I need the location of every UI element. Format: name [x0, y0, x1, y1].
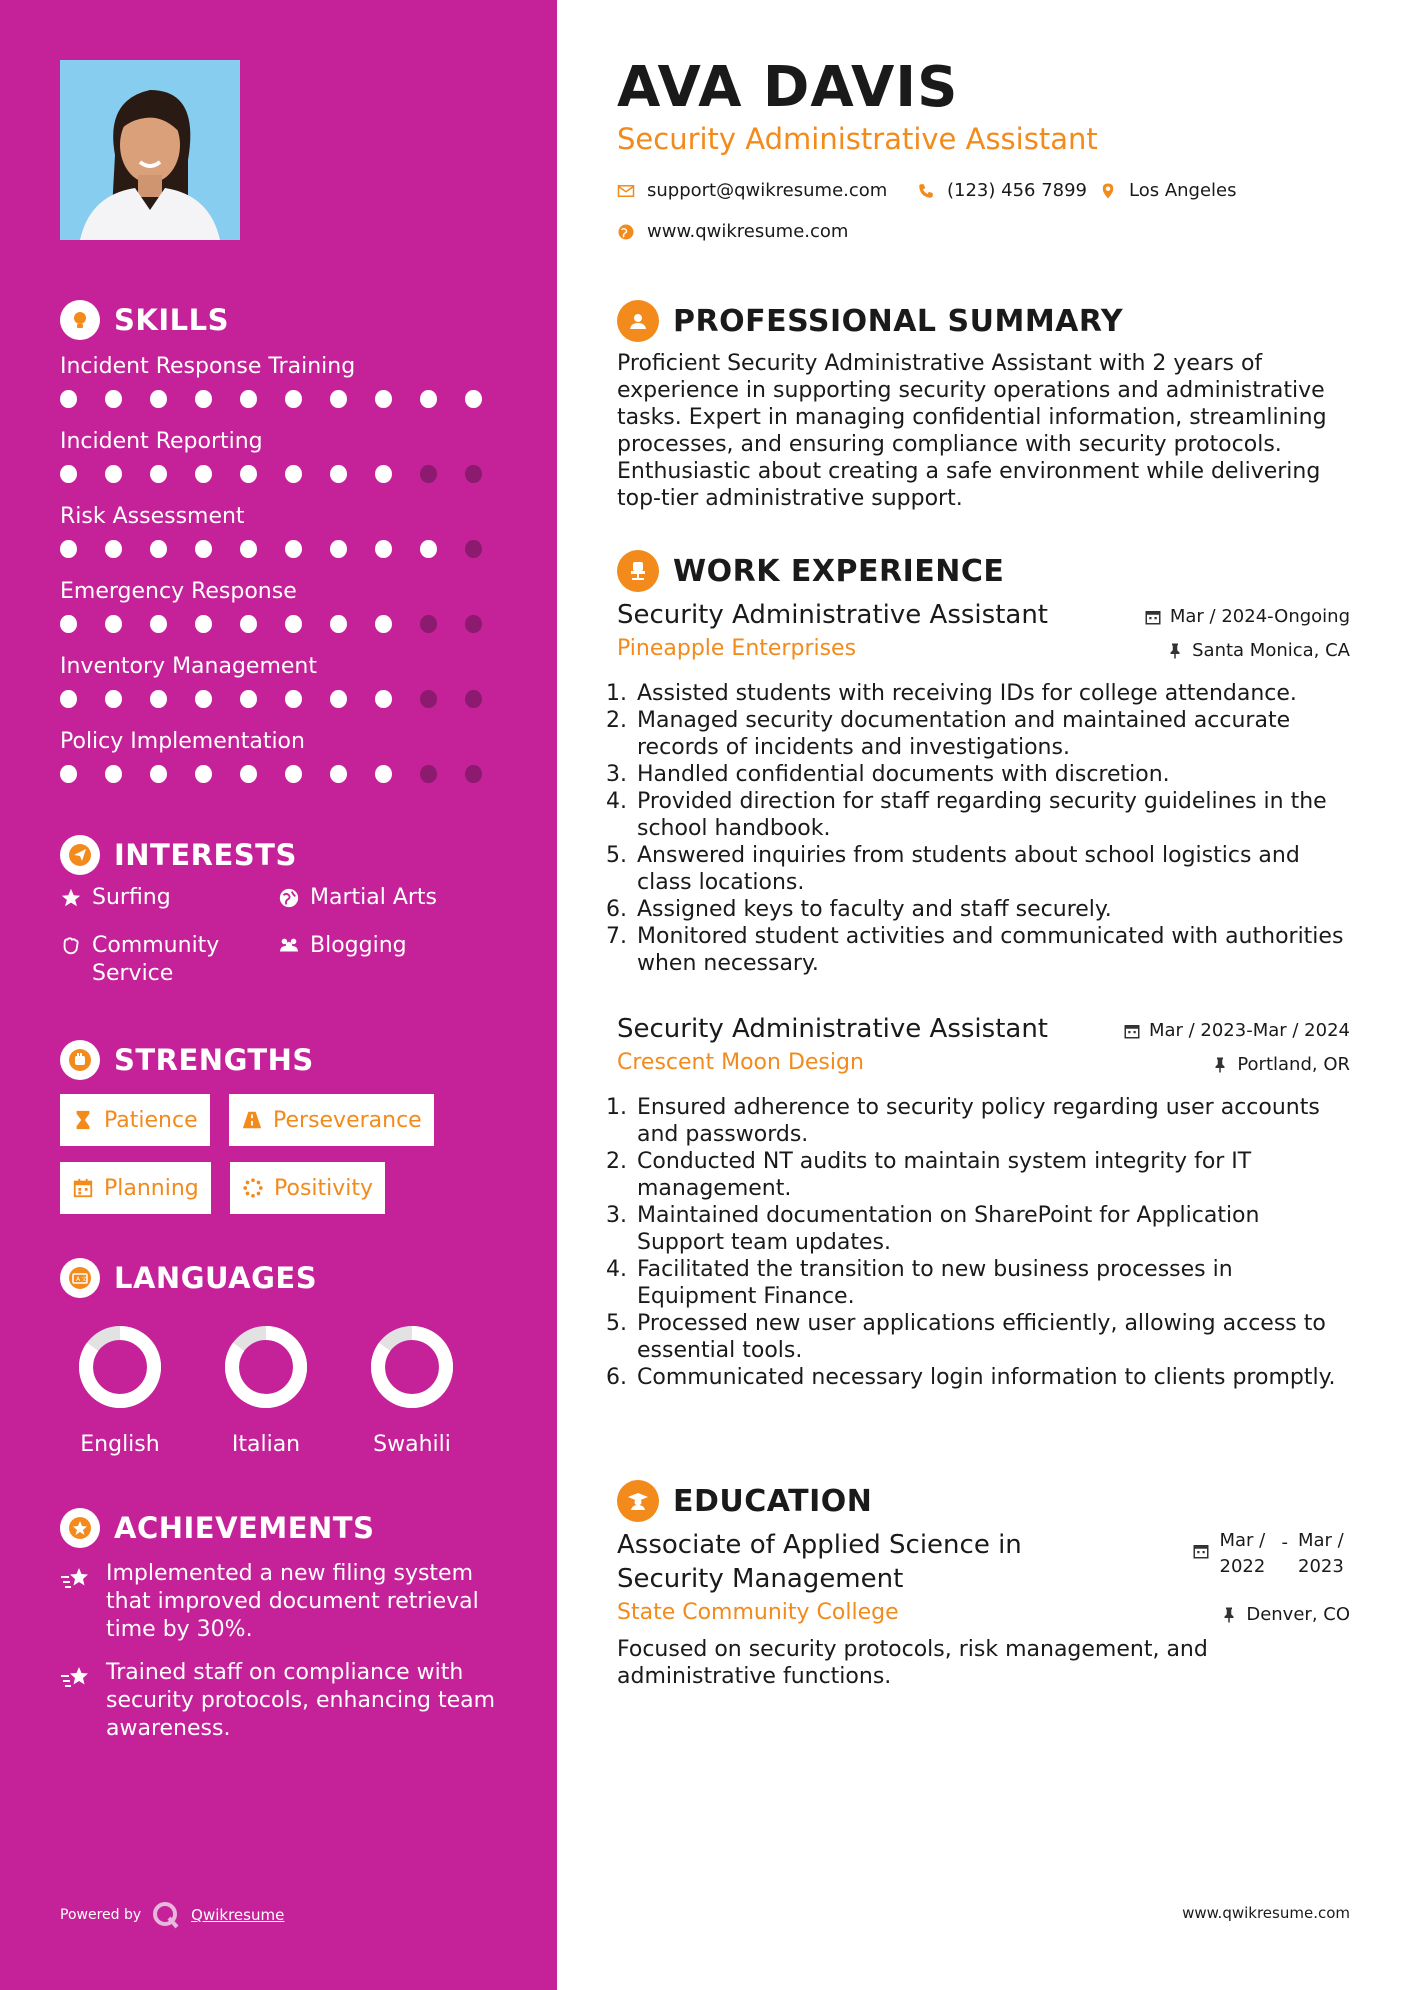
contact-email[interactable] — [617, 180, 887, 201]
job-dates — [1144, 606, 1350, 627]
powered-by-label: Powered by — [60, 1907, 142, 1923]
map-marker-icon — [1099, 182, 1117, 200]
strength-badge — [229, 1094, 434, 1146]
lightbulb-icon — [60, 300, 100, 340]
education-end: Mar / 2023 — [1298, 1530, 1344, 1577]
skill-name: Incident Reporting — [60, 429, 263, 454]
envelope-icon — [617, 182, 635, 200]
language-item — [206, 1324, 326, 1457]
job-location — [1211, 1054, 1350, 1075]
powered-by — [60, 1900, 284, 1930]
achievement-item — [60, 1560, 510, 1644]
calendar-icon — [72, 1177, 94, 1199]
strength-badge — [60, 1162, 211, 1214]
skill-item — [60, 350, 510, 425]
skill-dot — [240, 465, 257, 483]
interest-item — [278, 932, 407, 960]
calendar-icon — [1192, 1542, 1210, 1560]
duty-item: 3. Handled confidential documents with discretion. — [634, 761, 1350, 788]
job-location — [1166, 640, 1350, 661]
skill-dot — [240, 540, 257, 558]
job-company: Crescent Moon Design — [617, 1050, 864, 1075]
duty-item: 3. Maintained documentation on SharePoint for Application Support team updates. — [634, 1202, 1350, 1256]
hourglass-icon — [72, 1109, 94, 1131]
skill-dot — [465, 465, 482, 483]
skill-dot — [285, 615, 302, 633]
skills-list — [60, 350, 510, 800]
strength-label: Positivity — [274, 1175, 374, 1201]
skill-dot — [105, 690, 122, 708]
footer-url[interactable]: www.qwikresume.com — [1182, 1904, 1350, 1922]
skill-dot — [285, 690, 302, 708]
skill-dot — [150, 540, 167, 558]
education-description: Focused on security protocols, risk management, and administrative functions. — [617, 1637, 1208, 1689]
strengths-heading — [60, 1040, 314, 1080]
job-dates-text: Mar / 2024-Ongoing — [1169, 606, 1350, 627]
interest-label: Martial Arts — [310, 885, 438, 910]
skill-dot — [465, 390, 482, 408]
skill-dot — [195, 540, 212, 558]
education-heading — [617, 1480, 872, 1522]
contact-phone[interactable] — [917, 180, 1087, 201]
interest-item — [60, 932, 250, 988]
skill-dot — [420, 540, 437, 558]
skill-dot — [105, 540, 122, 558]
strength-label: Planning — [104, 1175, 199, 1201]
profile-photo — [60, 60, 240, 240]
fist-icon — [60, 1040, 100, 1080]
skill-rating — [60, 615, 510, 633]
globe-icon — [278, 887, 300, 909]
skill-dot — [375, 540, 392, 558]
candidate-name: AVA DAVIS — [617, 55, 959, 120]
skill-dot — [465, 615, 482, 633]
skill-dot — [375, 765, 392, 783]
pushpin-icon — [1211, 1056, 1229, 1074]
phone-text: (123) 456 7899 — [947, 180, 1088, 201]
skill-item — [60, 650, 510, 725]
skill-dot — [60, 765, 77, 783]
skill-dot — [420, 615, 437, 633]
skill-dot — [285, 540, 302, 558]
skill-dot — [240, 765, 257, 783]
skill-dot — [60, 390, 77, 408]
interest-item — [278, 884, 437, 912]
duty-item: 1. Ensured adherence to security policy regarding user accounts and passwords. — [634, 1094, 1350, 1148]
skill-dot — [375, 690, 392, 708]
graduate-icon — [617, 1480, 659, 1522]
shooting-star-icon — [60, 1661, 92, 1693]
duty-item: 2. Managed security documentation and maintained accurate records of incidents and investigations. — [634, 707, 1350, 761]
duty-item: 1. Assisted students with receiving IDs for college attendance. — [634, 680, 1350, 707]
skill-dot — [195, 390, 212, 408]
experience-title: WORK EXPERIENCE — [673, 553, 1005, 589]
skill-dot — [105, 465, 122, 483]
language-item — [352, 1324, 472, 1457]
skill-name: Risk Assessment — [60, 504, 245, 529]
interest-label: Surfing — [92, 885, 171, 910]
skill-dot — [60, 540, 77, 558]
duty-item: 5. Processed new user applications efficiently, allowing access to essential tools. — [634, 1310, 1350, 1364]
skill-rating — [60, 690, 510, 708]
skill-dot — [420, 765, 437, 783]
language-item — [60, 1324, 180, 1457]
skill-dot — [195, 615, 212, 633]
skill-dot — [465, 690, 482, 708]
skill-item — [60, 425, 510, 500]
skill-rating — [60, 465, 510, 483]
sidebar — [0, 0, 557, 1990]
skill-dot — [195, 765, 212, 783]
job-entry — [617, 598, 1350, 977]
duty-item: 2. Conducted NT audits to maintain system integrity for IT management. — [634, 1148, 1350, 1202]
skill-dot — [465, 765, 482, 783]
award-star-icon — [60, 1508, 100, 1548]
skill-name: Incident Response Training — [60, 354, 356, 379]
education-entry — [617, 1528, 1350, 1690]
job-duties — [617, 680, 1350, 977]
job-location-text: Santa Monica, CA — [1192, 640, 1350, 661]
portrait-image — [60, 60, 240, 240]
skill-rating — [60, 765, 510, 783]
skill-dot — [150, 615, 167, 633]
hand-icon — [60, 935, 82, 957]
skill-dot — [375, 615, 392, 633]
skill-item — [60, 500, 510, 575]
skill-dot — [420, 390, 437, 408]
education-degree: Associate of Applied Science in Security Management — [617, 1530, 1022, 1594]
interests-heading — [60, 835, 297, 875]
star-icon — [60, 887, 82, 909]
interests-title: INTERESTS — [114, 838, 297, 872]
website-text: www.qwikresume.com — [647, 221, 849, 242]
languages-heading — [60, 1258, 317, 1298]
skill-dot — [330, 690, 347, 708]
skill-dot — [330, 540, 347, 558]
education-school: State Community College — [617, 1600, 899, 1625]
shooting-star-icon — [60, 1562, 92, 1594]
interest-item — [60, 884, 171, 912]
language-name: Italian — [231, 1432, 301, 1457]
phone-icon — [917, 182, 935, 200]
skill-dot — [150, 765, 167, 783]
language-name: English — [80, 1432, 160, 1457]
skill-dot — [330, 615, 347, 633]
skill-dot — [60, 615, 77, 633]
achievements-title: ACHIEVEMENTS — [114, 1511, 375, 1545]
strength-badge — [60, 1094, 210, 1146]
duty-item: 5. Answered inquiries from students about school logistics and class locations. — [634, 842, 1350, 896]
job-role: Security Administrative Assistant — [617, 600, 1048, 630]
skill-dot — [105, 390, 122, 408]
location-text: Los Angeles — [1129, 180, 1237, 201]
calendar-icon — [1123, 1022, 1141, 1040]
email-text: support@qwikresume.com — [647, 180, 888, 201]
skill-dot — [240, 690, 257, 708]
education-location-text: Denver, CO — [1246, 1604, 1350, 1625]
duty-item: 4. Provided direction for staff regarding security guidelines in the school handbook. — [634, 788, 1350, 842]
skill-rating — [60, 540, 510, 558]
achievements-heading — [60, 1508, 374, 1548]
strengths-title: STRENGTHS — [114, 1043, 314, 1077]
skill-dot — [465, 540, 482, 558]
user-icon — [617, 300, 659, 342]
achievement-text: Implemented a new filing system that improved document retrieval time by 30%. — [106, 1561, 479, 1642]
skills-heading — [60, 300, 229, 340]
pushpin-icon — [1220, 1606, 1238, 1624]
strength-badge — [230, 1162, 385, 1214]
strength-label: Patience — [104, 1107, 198, 1133]
duty-item: 7. Monitored student activities and communicated with authorities when necessary. — [634, 923, 1350, 977]
language-ring — [77, 1324, 163, 1410]
summary-title: PROFESSIONAL SUMMARY — [673, 303, 1124, 339]
skill-dot — [330, 390, 347, 408]
skill-dot — [420, 465, 437, 483]
achievement-item — [60, 1659, 510, 1743]
skill-name: Emergency Response — [60, 579, 297, 604]
svg-text:A: A — [76, 1276, 81, 1283]
skill-dot — [330, 465, 347, 483]
job-dates — [1123, 1020, 1350, 1041]
qwikresume-logo-icon — [151, 1900, 181, 1930]
duty-item: 6. Assigned keys to faculty and staff securely. — [634, 896, 1350, 923]
skill-item — [60, 725, 510, 800]
skill-dot — [420, 690, 437, 708]
office-chair-icon — [617, 550, 659, 592]
job-dates-text: Mar / 2023-Mar / 2024 — [1148, 1020, 1350, 1041]
skill-dot — [150, 690, 167, 708]
skill-dot — [60, 690, 77, 708]
summary-heading — [617, 300, 1123, 342]
education-start: Mar / 2022 — [1219, 1530, 1266, 1577]
skill-name: Inventory Management — [60, 654, 317, 679]
job-company: Pineapple Enterprises — [617, 636, 857, 661]
job-duties — [617, 1094, 1350, 1391]
experience-heading — [617, 550, 1004, 592]
interest-label: Blogging — [310, 933, 407, 958]
job-entry — [617, 1012, 1350, 1391]
skill-dot — [330, 765, 347, 783]
road-icon — [241, 1109, 263, 1131]
calendar-icon — [1144, 608, 1162, 626]
summary-text: Proficient Security Administrative Assistant with 2 years of experience in supporting security operations and administrative tasks. Expert in managing confidential information, streamlining processes, and ensuring compliance with security protocols. Enthusiastic about creating a safe environment while delivering top-tier administrative support. — [617, 351, 1327, 511]
skill-dot — [60, 465, 77, 483]
languages-title: LANGUAGES — [114, 1261, 318, 1295]
svg-text:文: 文 — [81, 1276, 88, 1283]
interest-label: Community Service — [92, 933, 220, 986]
pushpin-icon — [1166, 642, 1184, 660]
users-icon — [278, 935, 300, 957]
contact-website[interactable] — [617, 221, 848, 242]
language-name: Swahili — [373, 1432, 451, 1457]
candidate-title: Security Administrative Assistant — [617, 122, 1098, 156]
skill-dot — [240, 390, 257, 408]
job-location-text: Portland, OR — [1237, 1054, 1350, 1075]
skill-dot — [240, 615, 257, 633]
education-title: EDUCATION — [673, 1483, 873, 1519]
strength-label: Perseverance — [273, 1107, 422, 1133]
skill-dot — [285, 765, 302, 783]
skill-dot — [375, 465, 392, 483]
skill-rating — [60, 390, 510, 408]
skill-dot — [195, 465, 212, 483]
skill-dot — [285, 390, 302, 408]
skill-dot — [105, 765, 122, 783]
skill-dot — [375, 390, 392, 408]
education-location — [1220, 1604, 1350, 1625]
globe-icon — [617, 223, 635, 241]
translate-icon — [60, 1258, 100, 1298]
skill-dot — [285, 465, 302, 483]
language-ring — [369, 1324, 455, 1410]
skill-dot — [150, 390, 167, 408]
achievement-text: Trained staff on compliance with security protocols, enhancing team awareness. — [106, 1660, 496, 1741]
skills-title: SKILLS — [114, 303, 229, 337]
duty-item: 6. Communicated necessary login information to clients promptly. — [634, 1364, 1350, 1391]
skill-dot — [195, 690, 212, 708]
education-date-separator: - — [1281, 1532, 1288, 1553]
language-ring — [223, 1324, 309, 1410]
duty-item: 4. Facilitated the transition to new business processes in Equipment Finance. — [634, 1256, 1350, 1310]
paper-plane-icon — [60, 835, 100, 875]
skill-item — [60, 575, 510, 650]
job-role: Security Administrative Assistant — [617, 1014, 1048, 1044]
education-dates — [1192, 1528, 1351, 1580]
spinner-icon — [242, 1177, 264, 1199]
contact-location — [1099, 180, 1237, 201]
skill-name: Policy Implementation — [60, 729, 305, 754]
skill-dot — [150, 465, 167, 483]
skill-dot — [105, 615, 122, 633]
qwikresume-link[interactable]: Qwikresume — [191, 1906, 285, 1924]
